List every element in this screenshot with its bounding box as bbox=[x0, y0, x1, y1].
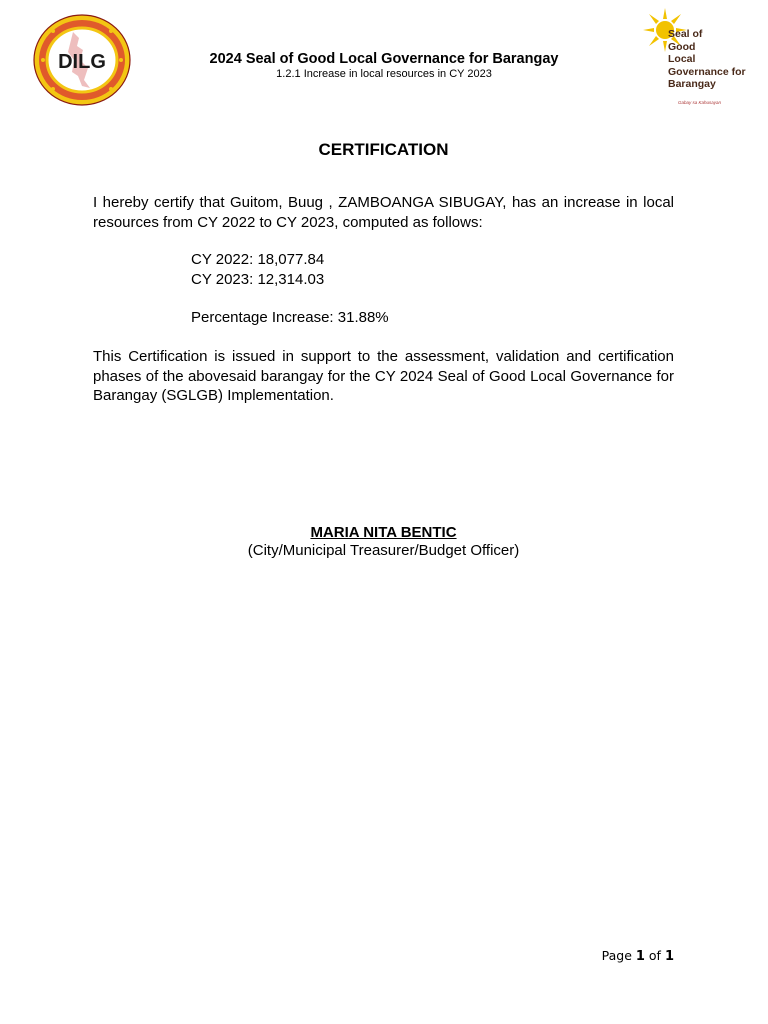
sglgb-line-2: Good bbox=[668, 40, 696, 53]
sglgb-line-5: Barangay bbox=[668, 78, 716, 91]
page-word: Page bbox=[601, 948, 632, 963]
cy2022-amount: CY 2022: 18,077.84 bbox=[191, 251, 325, 268]
sglgb-line-1: Seal of bbox=[668, 28, 703, 40]
sglgb-line-3: Local bbox=[668, 53, 696, 66]
percentage-increase: Percentage Increase: 31.88% bbox=[191, 309, 389, 326]
sglgb-tagline: Gabay sa Kahusayan bbox=[678, 100, 722, 105]
signatory-name: MARIA NITA BENTIC bbox=[310, 524, 457, 541]
intro-paragraph: I hereby certify that Guitom, Buug , ZAMBOANGA SIBUGAY, has an increase in local resources from CY 2022 to CY 2023, computed as follows: bbox=[93, 194, 674, 231]
closing-paragraph: This Certification is issued in support to the assessment, validation and certification phases of the abovesaid barangay for the CY 2024 Seal of Good Local Governance for Barangay (SGLGB) Implementation. bbox=[93, 348, 674, 404]
of-word: of bbox=[648, 948, 661, 963]
page-current: 1 bbox=[635, 949, 645, 964]
dilg-logo-text: DILG bbox=[58, 51, 106, 73]
certification-heading: CERTIFICATION bbox=[318, 140, 449, 159]
header-subtitle: 1.2.1 Increase in local resources in CY 2023 bbox=[276, 68, 492, 80]
dilg-seal-logo bbox=[33, 14, 131, 106]
header-title: 2024 Seal of Good Local Governance for Barangay bbox=[209, 51, 559, 67]
signatory-role: (City/Municipal Treasurer/Budget Officer) bbox=[247, 542, 520, 559]
sglgb-logo-text bbox=[668, 28, 746, 91]
page-number-footer bbox=[602, 948, 674, 964]
sglgb-line-4: Governance for bbox=[668, 65, 746, 78]
page-total: 1 bbox=[664, 949, 674, 964]
cy2023-amount: CY 2023: 12,314.03 bbox=[191, 271, 325, 288]
